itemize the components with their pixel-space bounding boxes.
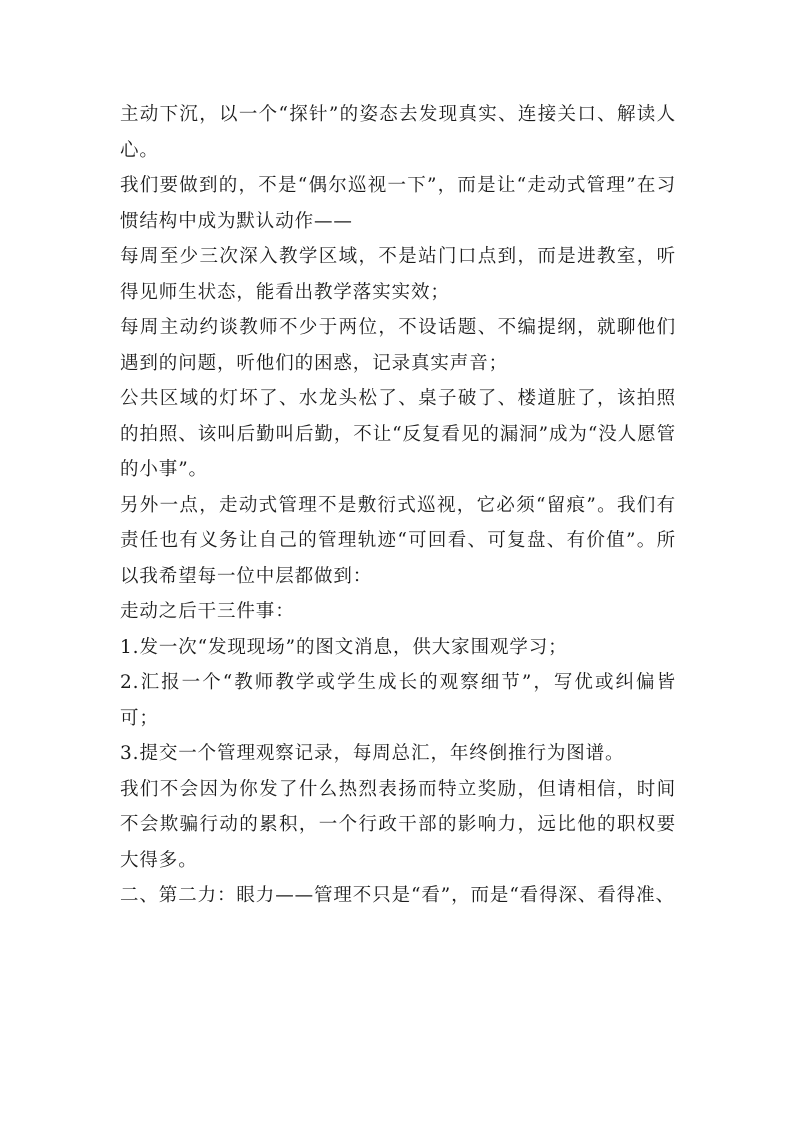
document-body — [120, 97, 676, 914]
list-item-3: 3.提交一个管理观察记录，每周总汇，年终倒推行为图谱。 — [120, 743, 625, 764]
paragraph-leave-traces: 另外一点，走动式管理不是敷衍式巡视，它必须“留痕”。我们有责任也有义务让自己的管理轨迹“可回看、可复盘、有价值”。所以我希望每一位中层都做到： — [120, 494, 676, 587]
paragraph-classroom-visits: 每周至少三次深入教学区域，不是站门口点到，而是进教室，听得见师生状态，能看出教学落实实效； — [120, 246, 676, 303]
section-heading-vision: 二、第二力：眼力——管理不只是“看”，而是“看得深、看得准、 — [120, 885, 675, 906]
list-item-2: 2.汇报一个“教师教学或学生成长的观察细节”，写优或纠偏皆可； — [120, 672, 676, 729]
paragraph-teacher-talks: 每周主动约谈教师不少于两位，不设话题、不编提纲，就聊他们遇到的问题，听他们的困惑，记录真实声音； — [120, 317, 676, 374]
paragraph-influence: 我们不会因为你发了什么热烈表扬而特立奖励，但请相信，时间不会欺骗行动的累积，一个行政干部的影响力，远比他的职权要大得多。 — [120, 778, 676, 871]
list-item-1: 1.发一次“发现现场”的图文消息，供大家围观学习； — [120, 636, 568, 658]
paragraph-sink-down: 主动下沉，以一个“探针”的姿态去发现真实、连接关口、解读人心。 — [120, 104, 676, 161]
paragraph-walking-management-goal: 我们要做到的，不是“偶尔巡视一下”，而是让“走动式管理”在习惯结构中成为默认动作—— — [120, 175, 676, 232]
paragraph-public-area-issues: 公共区域的灯坏了、水龙头松了、桌子破了、楼道脏了，该拍照的拍照、该叫后勤叫后勤，不让“反复看见的漏洞”成为“没人愿管的小事”。 — [120, 388, 676, 480]
paragraph-three-things-heading: 走动之后干三件事： — [120, 601, 295, 622]
